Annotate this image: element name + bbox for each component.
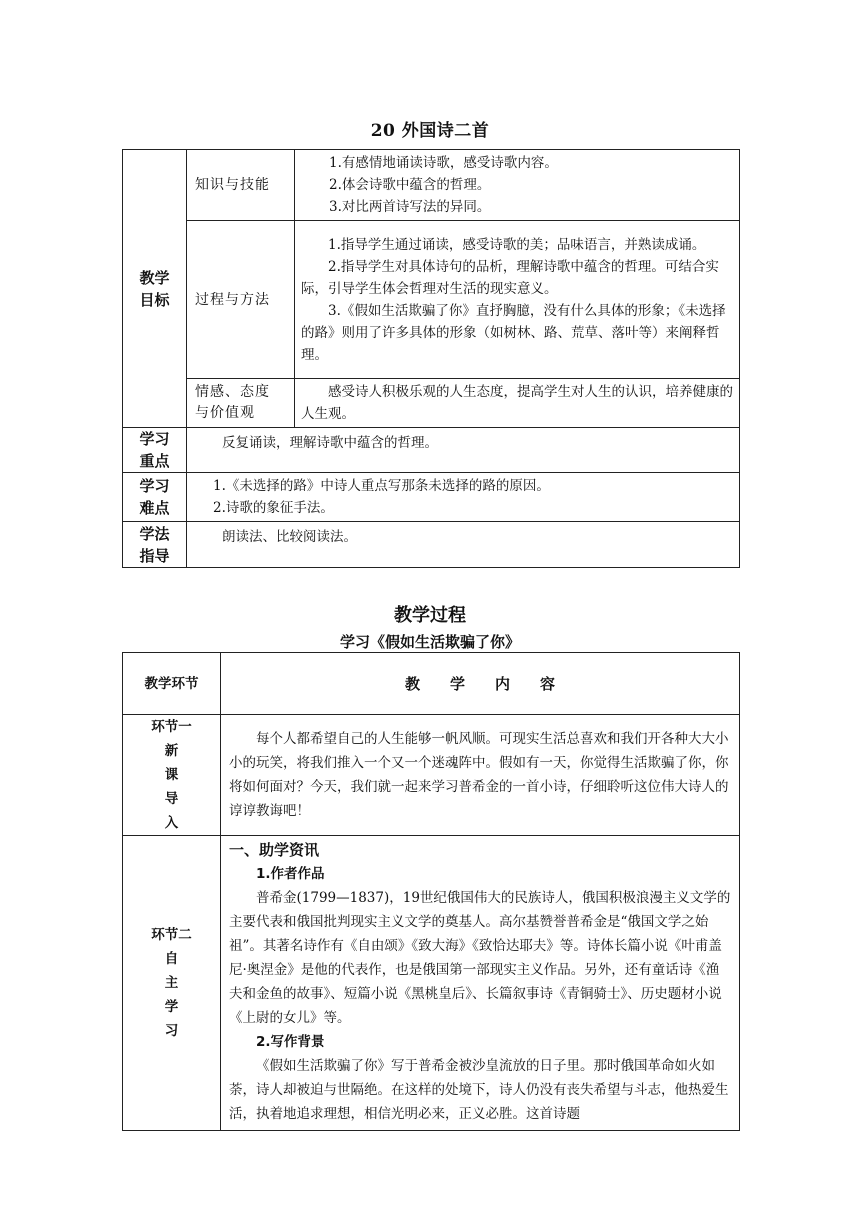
stage1-label [123, 715, 221, 836]
process-item: 2.指导学生对具体诗句的品析，理解诗歌中蕴含的哲理。可结合实际，引导学生体会哲理对生活的现实意义。 [301, 258, 719, 297]
key-points-content [187, 428, 740, 473]
stage1-content [221, 715, 740, 836]
page-title: 20 外国诗二首 [370, 121, 490, 141]
emotion-label-line2: 与价值观 [195, 405, 255, 421]
subsection-heading: 2.写作背景 [256, 1034, 325, 1050]
objectives-label [123, 150, 187, 428]
stage2-label-line: 主 [164, 975, 179, 991]
process-label: 过程与方法 [187, 221, 295, 379]
stage1-label-line: 导 [164, 791, 179, 807]
methods-label [123, 522, 187, 568]
emotion-label-line1: 情感、态度 [195, 384, 270, 400]
author-paragraph: 普希金(1799—1837)，19世纪俄国伟大的民族诗人，俄国积极浪漫主义文学的主要代表和俄国批判现实主义文学的奠基人。高尔基赞誉普希金是“俄国文学之始祖”。其著名诗作有《自由颂》《致大海》《致恰达耶夫》等。诗体长篇小说《叶甫盖尼·奥涅金》是他的代表作，也是俄国第一部现实主义作品。另外，还有童话诗《渔夫和金鱼的故事》、短篇小说《黑桃皇后》、长篇叙事诗《青铜骑士》、历史题材小说《上尉的女儿》等。 [229, 890, 731, 1026]
stage1-label-line: 课 [164, 767, 179, 783]
objectives-label-line2: 目标 [139, 290, 170, 309]
key-points-label-line2: 重点 [139, 452, 170, 470]
subsection-heading: 1.作者作品 [256, 866, 325, 882]
difficulties-label-line1: 学习 [139, 477, 170, 495]
process-table [122, 652, 740, 1131]
process-item: 3.《假如生活欺骗了你》直抒胸臆，没有什么具体的形象；《未选择的路》则用了许多具体的形象（如树林、路、荒草、落叶等）来阐释哲理。 [301, 302, 726, 363]
emotion-text: 感受诗人积极乐观的人生态度，提高学生对人生的认识，培养健康的人生观。 [301, 384, 733, 422]
key-points-label [123, 428, 187, 473]
stage1-label-line: 环节一 [151, 719, 192, 735]
stage1-label-line: 入 [164, 815, 179, 831]
section-heading: 一、助学资讯 [229, 841, 320, 859]
key-points-label-line1: 学习 [139, 430, 170, 448]
knowledge-item: 1.有感情地诵读诗歌，感受诗歌内容。 [329, 155, 558, 171]
col-header-content: 教 学 内 容 [221, 653, 740, 715]
stage1-text: 每个人都希望自己的人生能够一帆风顺。可现实生活总喜欢和我们开各种大大小小的玩笑，将我们推入一个又一个迷魂阵中。假如有一天，你觉得生活欺骗了你，你将如何面对？今天，我们就一起来学习普希金的一首小诗，仔细聆听这位伟大诗人的谆谆教诲吧！ [229, 731, 729, 819]
emotion-label [187, 379, 295, 428]
difficulty-item: 2.诗歌的象征手法。 [213, 500, 334, 516]
emotion-content [295, 379, 740, 428]
knowledge-label: 知识与技能 [187, 150, 295, 221]
key-points-text: 反复诵读，理解诗歌中蕴含的哲理。 [222, 435, 438, 451]
stage2-label-line: 习 [164, 1023, 179, 1039]
knowledge-item: 3.对比两首诗写法的异同。 [329, 199, 491, 215]
methods-content [187, 522, 740, 568]
methods-label-line1: 学法 [139, 524, 170, 543]
objectives-table [122, 149, 740, 568]
stage2-label-line: 学 [164, 999, 179, 1015]
knowledge-content [295, 150, 740, 221]
difficulty-item: 1.《未选择的路》中诗人重点写那条未选择的路的原因。 [213, 478, 550, 494]
methods-label-line2: 指导 [139, 546, 170, 565]
stage2-label-line: 自 [164, 951, 179, 967]
lesson-title: 学习《假如生活欺骗了你》 [339, 633, 520, 651]
stage2-content [221, 836, 740, 1131]
process-title: 教学过程 [394, 605, 466, 626]
stage1-label-line: 新 [164, 743, 179, 759]
stage2-label [123, 836, 221, 1131]
difficulties-label-line2: 难点 [139, 499, 170, 517]
difficulties-content [187, 473, 740, 522]
process-item: 1.指导学生通过诵读，感受诗歌的美；品味语言，并熟读成诵。 [328, 236, 706, 253]
background-paragraph: 《假如生活欺骗了你》写于普希金被沙皇流放的日子里。那时俄国革命如火如荼，诗人却被迫与世隔绝。在这样的处境下，诗人仍没有丧失希望与斗志，他热爱生活，执着地追求理想，相信光明必来，正义必胜。这首诗题 [229, 1058, 729, 1122]
col-header-stage: 教学环节 [123, 653, 221, 715]
difficulties-label [123, 473, 187, 522]
objectives-label-line1: 教学 [139, 268, 170, 287]
methods-text: 朗读法、比较阅读法。 [222, 529, 357, 545]
knowledge-item: 2.体会诗歌中蕴含的哲理。 [329, 177, 491, 193]
process-content [295, 221, 740, 379]
stage2-label-line: 环节二 [151, 927, 192, 943]
